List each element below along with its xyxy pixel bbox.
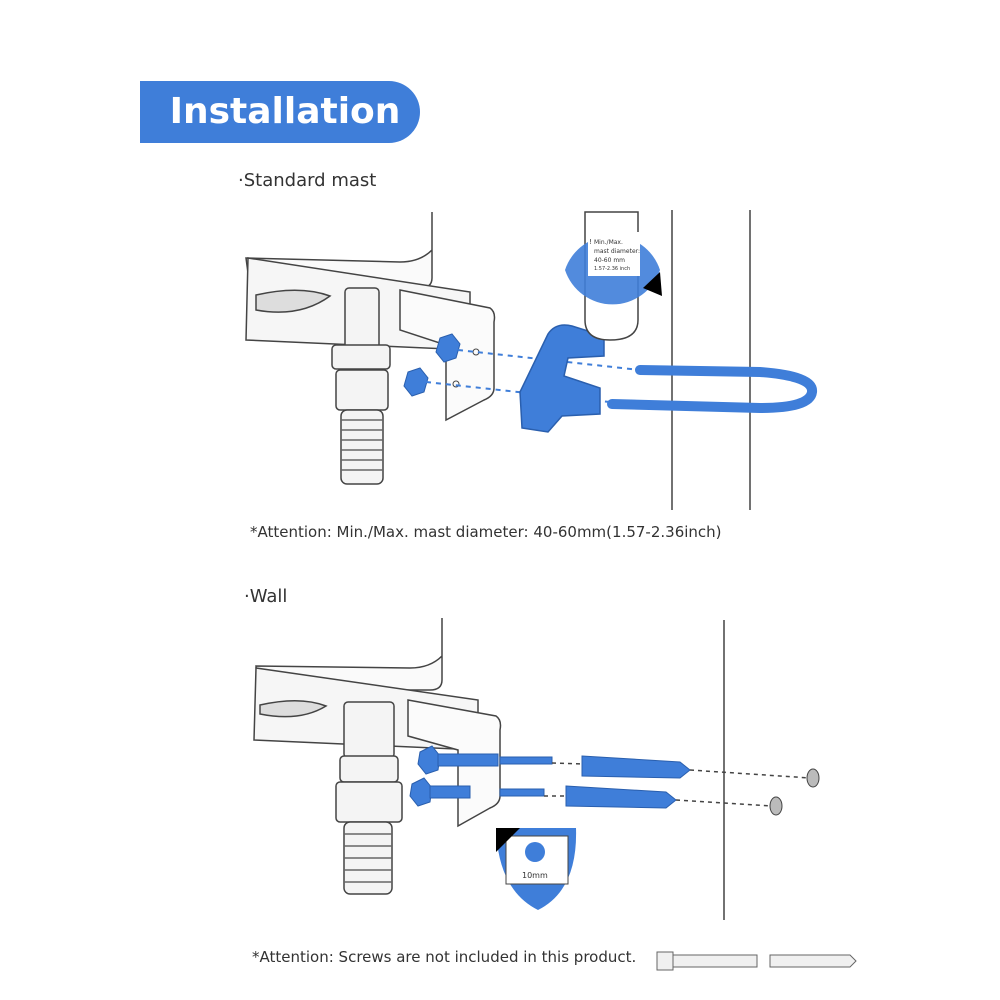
wall-attention-note: *Attention: Screws are not included in this product. bbox=[252, 948, 637, 966]
drill-size-label: 10mm bbox=[522, 871, 548, 880]
wall-section-label: ·Wall bbox=[244, 586, 288, 607]
wall-cable-connector bbox=[336, 702, 402, 894]
diameter-callout bbox=[565, 212, 662, 340]
mast-attention-note: *Attention: Min./Max. mast diameter: 40-60mm(1.57-2.36inch) bbox=[250, 523, 722, 541]
drill-hole-icon bbox=[770, 797, 782, 815]
screw-icon bbox=[657, 952, 757, 970]
page-title: Installation bbox=[169, 91, 401, 132]
wall-anchor-icon bbox=[770, 955, 856, 967]
mast-pole bbox=[672, 210, 750, 510]
mast-clamp bbox=[520, 325, 604, 432]
wall-diagram bbox=[254, 618, 819, 920]
wall-anchors bbox=[566, 756, 690, 808]
callout-line4: 1.57-2.36 inch bbox=[594, 266, 631, 272]
mast-diagram bbox=[246, 210, 812, 510]
drill-hole-icon bbox=[807, 769, 819, 787]
drill-size-callout bbox=[496, 828, 576, 910]
callout-line1: Min./Max. bbox=[594, 239, 623, 246]
u-bolt bbox=[612, 370, 812, 408]
callout-line2: mast diameter: bbox=[594, 248, 641, 255]
warning-icon: ! bbox=[589, 238, 592, 246]
mast-section-label: ·Standard mast bbox=[238, 170, 377, 191]
callout-line3: 40-60 mm bbox=[594, 257, 626, 264]
